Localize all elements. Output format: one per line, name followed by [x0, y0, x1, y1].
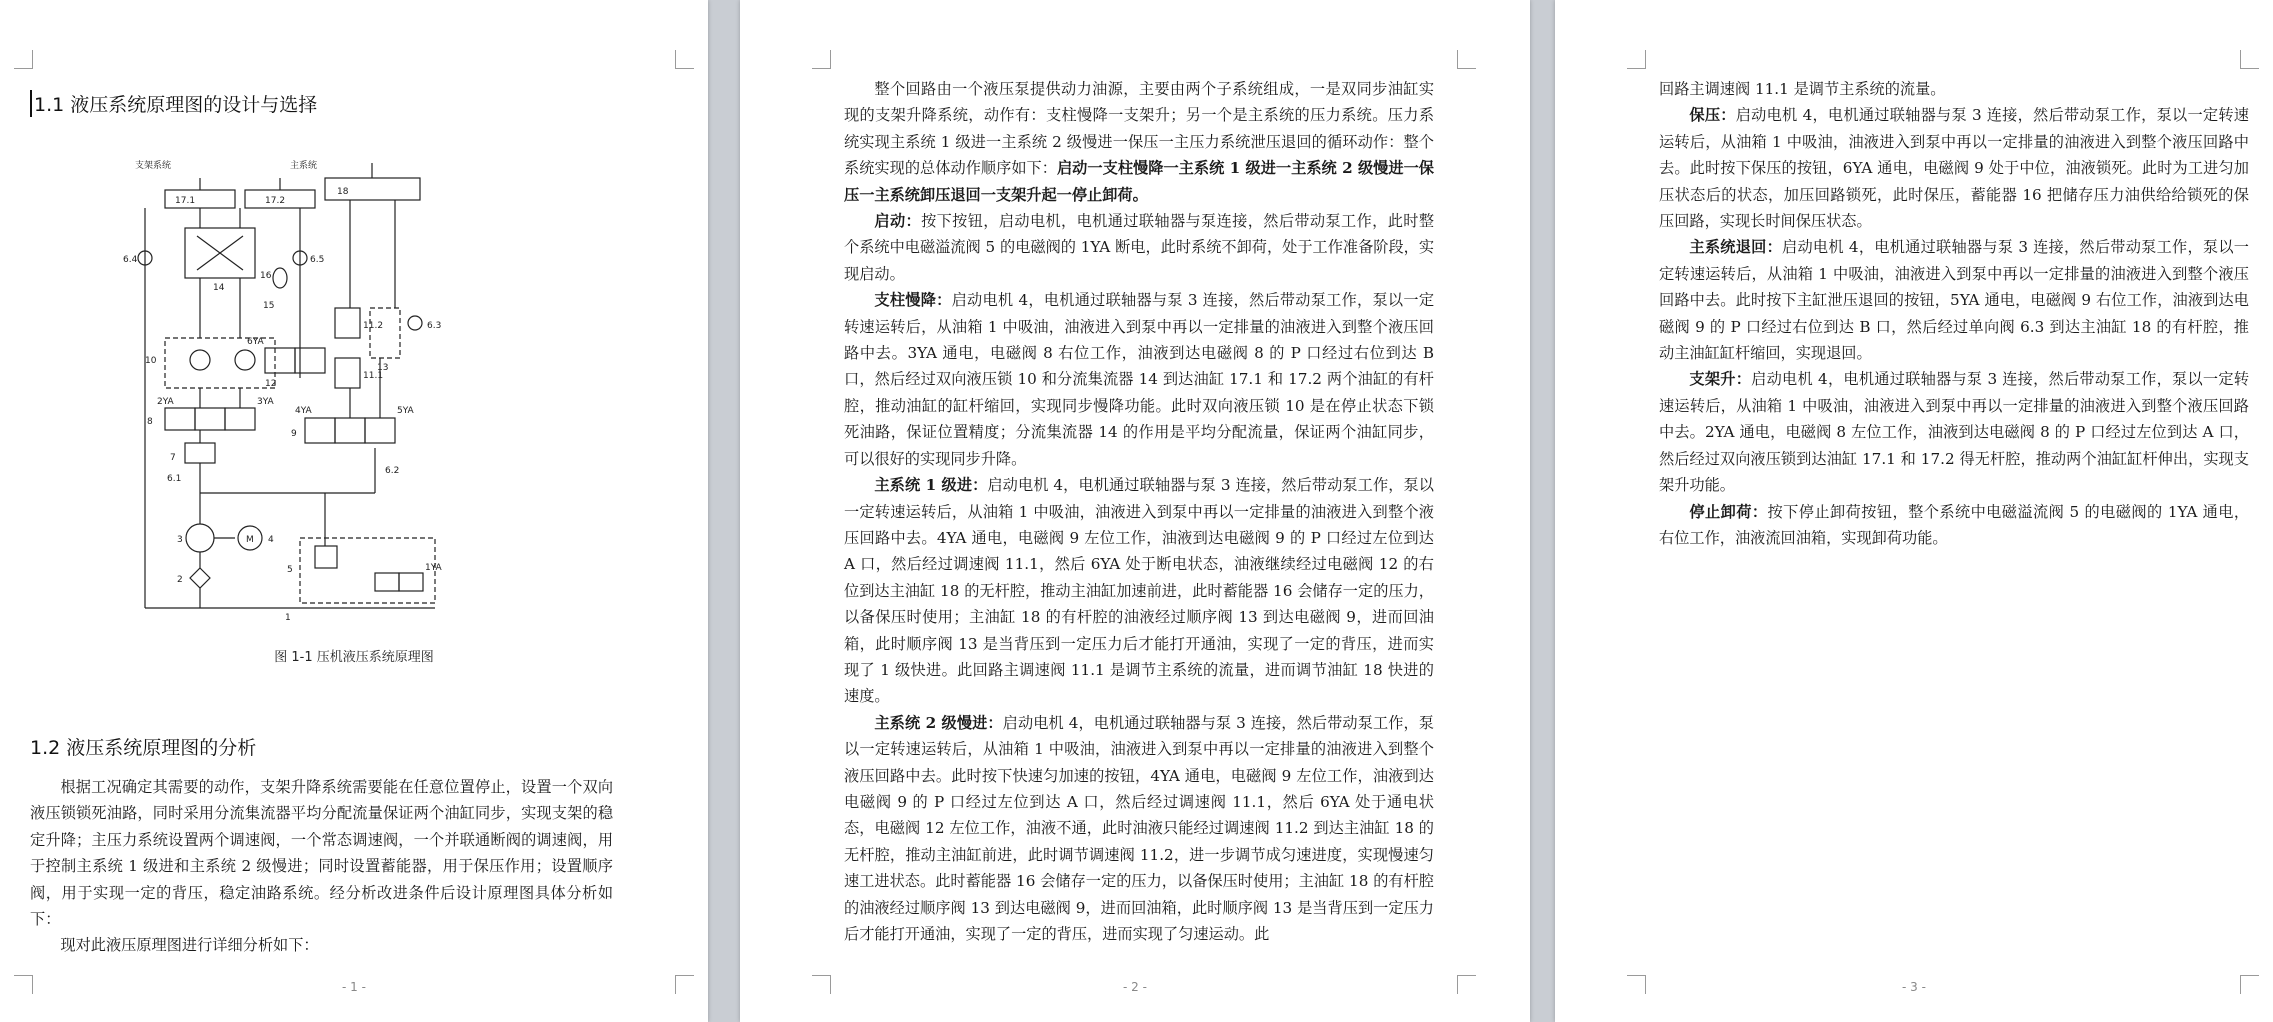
figure-caption: 图 1-1 压机液压系统原理图 — [274, 650, 434, 665]
margin-corner-tr — [1457, 50, 1476, 69]
hold-title: 保压： — [1689, 106, 1736, 125]
hold-text: 启动电机 4，电机通过联轴器与泵 3 连接，然后带动泵工作，泵以一定转速运转后，从油箱 1 中吸油，油液进入到泵中再以一定排量的油液进入到整个液压回路中去。此时按下保压的按钮，6YA 通电，电磁阀 9 处于中位，油液锁死。此时为工进匀加压状态后的状态，加压回路锁死，此时保压，蓄能器 16 把储存压力油供给给锁死的保压回路，实现长时间保压状态。 — [1659, 106, 2249, 231]
diagram-label-11-1: 11.1 — [363, 371, 384, 381]
document-page-3 — [1555, 0, 2273, 1022]
return-text: 启动电机 4，电机通过联轴器与泵 3 连接，然后带动泵工作，泵以一定转速运转后，从油箱 1 中吸油，油液进入到泵中再以一定排量的油液进入到整个液压回路中去。此时按下主缸泄压退回的按钮，5YA 通电，电磁阀 9 右位工作，油液到达电磁阀 9 的 P 口经过右位到达 B 口，然后经过单向阀 6.3 到达主油缸 18 的有杆腔，推动主油缸缸杆缩回，实现退回。 — [1659, 238, 2249, 363]
margin-corner-tl — [14, 50, 33, 69]
stop-text: 按下停止卸荷按钮，整个系统中电磁溢流阀 5 的电磁阀的 1YA 通电，右位工作，油液流回油箱，实现卸荷功能。 — [1659, 502, 2250, 547]
diagram-label-5: 5 — [287, 565, 293, 575]
stage2-title: 主系统 2 级慢进： — [874, 713, 1003, 732]
diagram-label-8: 8 — [147, 417, 153, 427]
analysis-paragraph: 根据工况确定其需要的动作，支架升降系统需要能在任意位置停止，设置一个双向液压锁锁死油路，同时采用分流集流器平均分配流量保证两个油缸同步，实现支架的稳定升降；主压力系统设置两个调速阀，一个常态调速阀，一个并联通断阀的调速阀，用于控制主系统 1 级进和主系统 2 级慢进；同时设置蓄能器，用于保压作用；设置顺序阀，用于实现一定的背压，稳定油路系统。经分析改进条件后设计原理图具体分析如下： — [30, 778, 613, 929]
page3-body — [1659, 76, 2249, 551]
section-heading-1-2: 1.2 液压系统原理图的分析 — [30, 737, 257, 759]
diagram-label-12: 12 — [265, 379, 277, 389]
diagram-label-18: 18 — [337, 187, 349, 197]
rise-text: 启动电机 4，电机通过联轴器与泵 3 连接，然后带动泵工作，泵以一定转速运转后，从油箱 1 中吸油，油液进入到泵中再以一定排量的油液进入到整个液压回路中去。2YA 通电，电磁阀 8 左位工作，油液到达电磁阀 8 的 P 口经过左位到达 A 口，然后经过双向液压锁到达油缸 17.1 和 17.2 得无杆腔，推动两个油缸缸杆伸出，实现支架升功能。 — [1659, 370, 2250, 495]
diagram-label-4: 4 — [268, 535, 274, 545]
margin-corner-tr — [675, 50, 694, 69]
diagram-label-2ya: 2YA — [157, 397, 174, 407]
hydraulic-schematic — [105, 148, 485, 628]
start-title: 启动： — [874, 212, 922, 231]
stop-paragraph — [1659, 499, 2249, 552]
diagram-label-6-5: 6.5 — [310, 255, 325, 265]
diagram-label-6-4: 6.4 — [123, 255, 138, 265]
intro-sequence: 启动一支柱慢降一主系统 1 级进一主系统 2 级慢进一保压一主系统卸压退回一支架升起一停止卸荷。 — [844, 159, 1434, 204]
diagram-label-m: M — [246, 535, 254, 545]
start-paragraph — [844, 208, 1434, 287]
stage1-text: 启动电机 4，电机通过联轴器与泵 3 连接，然后带动泵工作，泵以一定转速运转后，从油箱 1 中吸油，油液进入到泵中再以一定排量的油液进入到整个液压回路中去。4YA 通电，电磁阀 9 左位工作，油液到达电磁阀 9 的 P 口经过左位到达 A 口，然后经过调速阀 11.1，然后 6YA 处于断电状态，油液继续经过电磁阀 12 的右位到达主油缸 18 的无杆腔，推动主油缸加速前进，此时蓄能器 16 会储存一定的压力，以备保压时使用；主油缸 18 的有杆腔的油液经过顺序阀 13 到达电磁阀 9，进而回油箱，此时顺序阀 13 是当背压到一定压力后才能打开通油，实现了一定的背压，进而实现了 1 级快进。此回路主调速阀 11.1 是调节主系统的流量，进而调节油缸 18 快进的速度。 — [844, 476, 1434, 706]
diagram-label-main-system: 主系统 — [290, 161, 318, 171]
margin-corner-tl — [1627, 50, 1646, 69]
rise-title: 支架升： — [1689, 370, 1752, 389]
diagram-label-5ya: 5YA — [397, 406, 414, 416]
return-title: 主系统退回： — [1689, 238, 1783, 257]
diagram-label-7: 7 — [170, 453, 176, 463]
diagram-label-3ya: 3YA — [257, 397, 274, 407]
page1-body — [30, 774, 613, 959]
section-heading-1-1: 1.1 液压系统原理图的设计与选择 — [30, 90, 317, 117]
analysis-intro-paragraph: 现对此液压原理图进行详细分析如下： — [60, 936, 319, 955]
diagram-label-15: 15 — [263, 301, 275, 311]
diagram-label-6ya: 6YA — [247, 337, 264, 347]
diagram-label-3: 3 — [177, 535, 183, 545]
diagram-label-17-1: 17.1 — [175, 196, 196, 206]
lower-title: 支柱慢降： — [874, 291, 952, 310]
diagram-label-6-3: 6.3 — [427, 321, 442, 331]
diagram-label-17-2: 17.2 — [265, 196, 286, 206]
diagram-label-6-2: 6.2 — [385, 466, 400, 476]
diagram-label-6-1: 6.1 — [167, 474, 182, 484]
diagram-label-1ya: 1YA — [425, 563, 442, 573]
page2-body — [844, 76, 1434, 947]
diagram-label-2: 2 — [177, 575, 183, 585]
document-page-2 — [740, 0, 1530, 1022]
diagram-label-11-2: 11.2 — [363, 321, 384, 331]
stage1-paragraph — [844, 472, 1434, 710]
page-number-3: - 3 - — [1902, 980, 1926, 994]
intro-text: 整个回路由一个液压泵提供动力油源，主要由两个子系统组成，一是双同步油缸实现的支架升降系统，动作有：支柱慢降一支架升；另一个是主系统的压力系统。压力系统实现主系统 1 级进一主系统 2 级慢进一保压一主压力系统泄压退回的循环动作：整个系统实现的总体动作顺序如下： — [844, 80, 1434, 178]
diagram-label-4ya: 4YA — [295, 406, 312, 416]
margin-corner-tr — [2240, 50, 2259, 69]
diagram-label-13: 13 — [377, 363, 389, 373]
intro-paragraph — [844, 76, 1434, 208]
stage2-text: 启动电机 4，电机通过联轴器与泵 3 连接，然后带动泵工作，泵以一定转速运转后，从油箱 1 中吸油，油液进入到泵中再以一定排量的油液进入到整个液压回路中去。此时按下快速匀加速的按钮，4YA 通电，电磁阀 9 左位工作，油液到达电磁阀 9 的 P 口经过左位到达 A 口，然后经过调速阀 11.1，然后 6YA 处于通电状态，电磁阀 12 左位工作，油液不通，此时油液只能经过调速阀 11.2 到达主油缸 18 的无杆腔，推动主油缸前进，此时调节调速阀 11.2，进一步调节成匀速进度，实现慢速匀速工进状态。此时蓄能器 16 会储存一定的压力，以备保压时使用；主油缸 18 的有杆腔的油液经过顺序阀 13 到达电磁阀 9，进而回油箱，此时顺序阀 13 是当背压到一定压力后才能打开通油，实现了一定的背压，进而实现了匀速运动。此 — [844, 713, 1434, 943]
margin-corner-tl — [812, 50, 831, 69]
diagram-label-16: 16 — [260, 271, 272, 281]
return-paragraph — [1659, 234, 2249, 366]
lower-paragraph — [844, 287, 1434, 472]
start-text: 按下按钮，启动电机，电机通过联轴器与泵连接，然后带动泵工作，此时整个系统中电磁溢流阀 5 的电磁阀的 1YA 断电，此时系统不卸荷，处于工作准备阶段，实现启动。 — [844, 212, 1435, 283]
continued-paragraph: 回路主调速阀 11.1 是调节主系统的流量。 — [1659, 80, 1946, 98]
lower-text: 启动电机 4，电机通过联轴器与泵 3 连接，然后带动泵工作，泵以一定转速运转后，从油箱 1 中吸油，油液进入到泵中再以一定排量的油液进入到整个液压回路中去。3YA 通电，电磁阀 8 右位工作，油液到达电磁阀 8 的 P 口经过右位到达 B 口，然后经过双向液压锁 10 和分流集流器 14 到达油缸 17.1 和 17.2 两个油缸的有杆腔，推动油缸的缸杆缩回，实现同步慢降功能。此时双向液压锁 10 是在停止状态下锁死油路，保证位置精度；分流集流器 14 的作用是平均分配流量，保证两个油缸同步，可以很好的实现同步升降。 — [844, 291, 1435, 468]
diagram-label-9: 9 — [291, 429, 297, 439]
hold-paragraph — [1659, 102, 2249, 234]
page-number-1: - 1 - — [342, 980, 366, 994]
diagram-label-10: 10 — [145, 356, 157, 366]
rise-paragraph — [1659, 366, 2249, 498]
page-number-2: - 2 - — [1123, 980, 1147, 994]
stage1-title: 主系统 1 级进： — [874, 476, 988, 495]
stage2-paragraph — [844, 710, 1434, 948]
stop-title: 停止卸荷： — [1689, 502, 1768, 521]
diagram-label-support-system: 支架系统 — [135, 161, 172, 171]
document-page-1 — [0, 0, 708, 1022]
diagram-label-1: 1 — [285, 613, 291, 623]
diagram-label-14: 14 — [213, 283, 225, 293]
